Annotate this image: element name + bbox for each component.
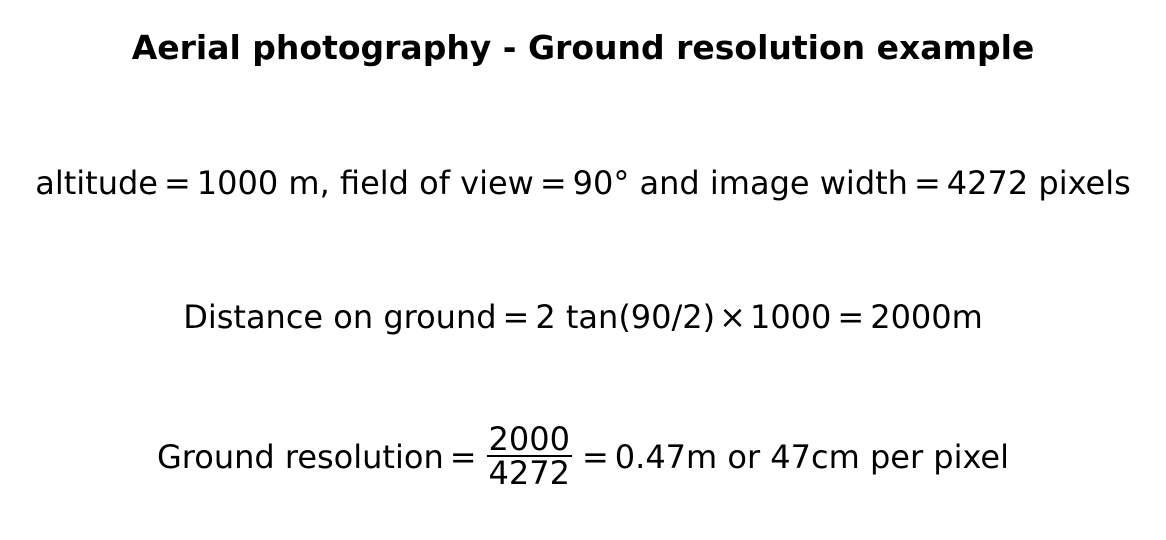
slide-title: Aerial photography - Ground resolution example <box>131 28 1035 67</box>
fraction-denominator: 4272 <box>488 454 570 492</box>
fraction-numerator: 2000 <box>488 420 570 458</box>
times-sign: × <box>719 298 746 336</box>
equals-sign: = <box>581 438 609 476</box>
altitude-value: 1000 m, <box>196 164 330 202</box>
equals-sign: = <box>913 164 941 202</box>
image-width-label: image width <box>709 164 908 202</box>
distance-equation-line <box>0 298 1166 336</box>
resolution-result: 0.47m or 47cm per pixel <box>614 438 1009 476</box>
equals-sign: = <box>837 298 865 336</box>
equals-sign: = <box>163 164 191 202</box>
altitude-label: altitude <box>35 164 158 202</box>
fov-label: field of view <box>339 164 534 202</box>
distance-tan-expression: 2 tan(90/2) <box>535 298 716 336</box>
fov-value: 90° <box>572 164 630 202</box>
image-width-value: 4272 pixels <box>946 164 1131 202</box>
connector-text: and <box>639 164 700 202</box>
distance-result: 2000m <box>870 298 983 336</box>
equals-sign: = <box>449 438 477 476</box>
given-values-line <box>0 164 1166 202</box>
resolution-label: Ground resolution <box>156 438 444 476</box>
equals-sign: = <box>539 164 567 202</box>
resolution-fraction <box>487 420 572 492</box>
distance-label: Distance on ground <box>183 298 497 336</box>
resolution-equation-line <box>0 420 1166 492</box>
equals-sign: = <box>502 298 530 336</box>
distance-multiplier: 1000 <box>749 298 832 336</box>
